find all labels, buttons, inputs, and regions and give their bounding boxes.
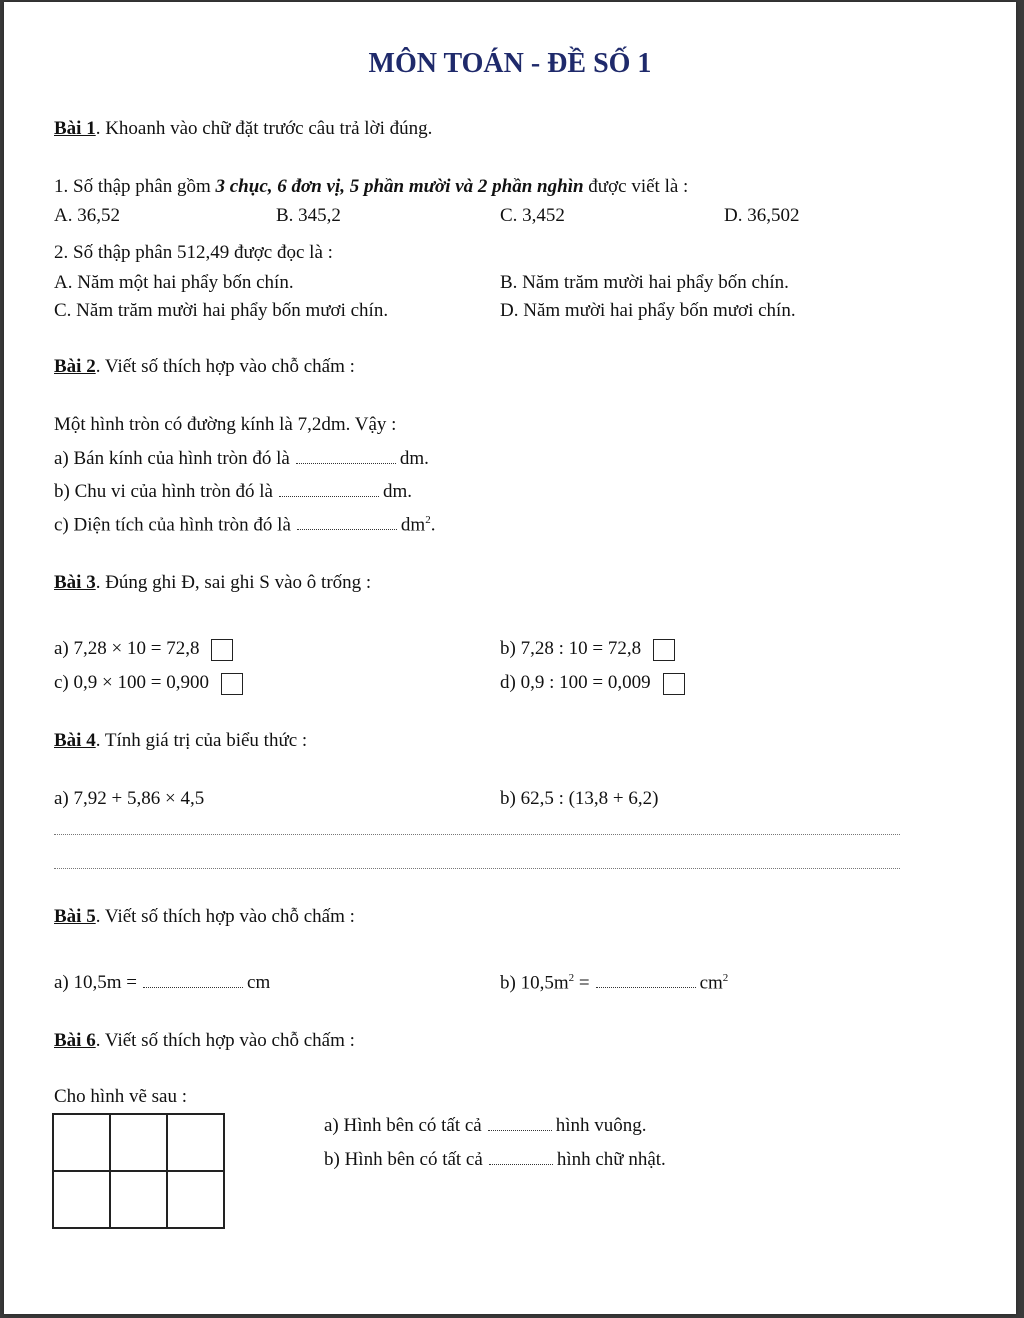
bai3-heading (54, 572, 371, 594)
page-title: MÔN TOÁN - ĐỀ SỐ 1 (368, 48, 652, 79)
bai1-q1-option-b[interactable]: B. 345,2 (276, 205, 341, 226)
bai5-a-unit: cm (247, 972, 271, 993)
bai1-q1-prefix: 1. Số thập phân gồm (54, 176, 216, 197)
bai5-b-text: b) 10,5m (500, 972, 569, 994)
bai2-a (54, 448, 429, 470)
bai5-a-blank[interactable] (143, 973, 243, 988)
bai1-q2-option-a[interactable]: A. Năm một hai phẩy bốn chín. (54, 272, 294, 293)
bai6-a-blank[interactable] (488, 1116, 552, 1131)
bai3-b-answer-box[interactable] (653, 639, 675, 661)
bai2-a-unit: dm. (399, 448, 429, 469)
bai6-intro: Cho hình vẽ sau : (54, 1086, 187, 1107)
bai2-c-blank[interactable] (297, 515, 397, 530)
bai2-b-text: b) Chu vi của hình tròn đó là (54, 481, 273, 502)
grid-figure (52, 1113, 225, 1229)
bai6-b-blank[interactable] (489, 1150, 553, 1165)
bai5-b-unit-exponent: 2 (722, 972, 729, 984)
bai3-a-answer-box[interactable] (211, 639, 233, 661)
bai2-c-text: c) Diện tích của hình tròn đó là (54, 514, 291, 536)
bai6-label: Bài 6 (54, 1030, 96, 1051)
bai3-d (500, 672, 685, 695)
bai2-c-unit: dm (400, 514, 426, 536)
bai5-a (54, 972, 270, 994)
bai2-instruction: . Viết số thích hợp vào chỗ chấm : (95, 356, 355, 377)
bai2-c-end: . (430, 514, 436, 536)
bai2-c (54, 514, 435, 536)
bai6-instruction: . Viết số thích hợp vào chỗ chấm : (95, 1030, 355, 1051)
bai6-heading (54, 1030, 355, 1052)
bai5-b-unit: cm (699, 972, 723, 994)
bai5-b-equals: = (574, 972, 590, 994)
bai4-heading (54, 730, 307, 752)
bai3-label: Bài 3 (54, 572, 96, 593)
bai2-heading (54, 356, 355, 378)
bai1-q1-suffix: được viết là : (583, 176, 689, 197)
grid-cell (167, 1171, 224, 1228)
bai1-heading (54, 118, 432, 140)
bai6-a (324, 1115, 647, 1137)
bai2-b (54, 481, 412, 503)
bai4-answer-line-2[interactable] (54, 868, 900, 869)
bai2-b-blank[interactable] (279, 482, 379, 497)
bai3-b-text: b) 7,28 : 10 = 72,8 (500, 638, 642, 659)
grid-cell (167, 1114, 224, 1171)
bai3-a (54, 638, 233, 661)
grid-cell (53, 1171, 110, 1228)
bai4-answer-line-1[interactable] (54, 834, 900, 835)
bai4-instruction: . Tính giá trị của biểu thức : (95, 730, 308, 751)
bai2-label: Bài 2 (54, 356, 96, 377)
bai5-heading (54, 906, 355, 928)
bai3-d-text: d) 0,9 : 100 = 0,009 (500, 672, 651, 693)
bai2-a-text: a) Bán kính của hình tròn đó là (54, 448, 290, 469)
bai4-b: b) 62,5 : (13,8 + 6,2) (500, 788, 659, 809)
bai1-q2-option-d[interactable]: D. Năm mười hai phẩy bốn mươi chín. (500, 300, 796, 321)
bai3-c-text: c) 0,9 × 100 = 0,900 (54, 672, 209, 693)
bai1-q2-option-b[interactable]: B. Năm trăm mười hai phẩy bốn chín. (500, 272, 789, 293)
bai1-instruction: . Khoanh vào chữ đặt trước câu trả lời đúng. (95, 118, 433, 139)
bai5-b-exponent: 2 (568, 972, 575, 984)
bai1-q1-emphasis: 3 chục, 6 đơn vị, 5 phần mười và 2 phần nghìn (215, 176, 584, 197)
grid-cell (110, 1114, 167, 1171)
grid-cell (110, 1171, 167, 1228)
bai2-b-unit: dm. (383, 481, 413, 502)
bai5-a-text: a) 10,5m = (54, 972, 138, 993)
bai5-instruction: . Viết số thích hợp vào chỗ chấm : (95, 906, 355, 927)
bai1-q1 (54, 176, 688, 198)
bai1-label: Bài 1 (54, 118, 96, 139)
bai2-c-unit-exponent: 2 (425, 514, 431, 526)
grid-cell (53, 1114, 110, 1171)
worksheet-page (4, 2, 1016, 1314)
bai6-a-end: hình vuông. (555, 1115, 647, 1136)
bai3-b (500, 638, 675, 661)
bai5-b-blank[interactable] (596, 973, 696, 988)
bai4-a: a) 7,92 + 5,86 × 4,5 (54, 788, 205, 809)
bai4-label: Bài 4 (54, 730, 96, 751)
bai1-q1-option-c[interactable]: C. 3,452 (500, 205, 565, 226)
bai5-label: Bài 5 (54, 906, 96, 927)
bai3-a-text: a) 7,28 × 10 = 72,8 (54, 638, 200, 659)
bai3-instruction: . Đúng ghi Đ, sai ghi S vào ô trống : (95, 572, 372, 593)
bai3-d-answer-box[interactable] (663, 673, 685, 695)
bai6-b (324, 1149, 666, 1171)
bai3-c-answer-box[interactable] (221, 673, 243, 695)
bai1-q1-option-a[interactable]: A. 36,52 (54, 205, 120, 226)
bai6-a-text: a) Hình bên có tất cả (324, 1115, 482, 1136)
bai6-b-end: hình chữ nhật. (556, 1149, 666, 1170)
bai2-a-blank[interactable] (296, 449, 396, 464)
bai2-intro: Một hình tròn có đường kính là 7,2dm. Vậy : (54, 414, 397, 435)
bai1-q2-option-c[interactable]: C. Năm trăm mười hai phẩy bốn mươi chín. (54, 300, 389, 321)
bai1-q1-option-d[interactable]: D. 36,502 (724, 205, 800, 226)
bai6-b-text: b) Hình bên có tất cả (324, 1149, 483, 1170)
bai1-q2: 2. Số thập phân 512,49 được đọc là : (54, 242, 333, 263)
bai5-b (500, 972, 728, 994)
bai3-c (54, 672, 243, 695)
